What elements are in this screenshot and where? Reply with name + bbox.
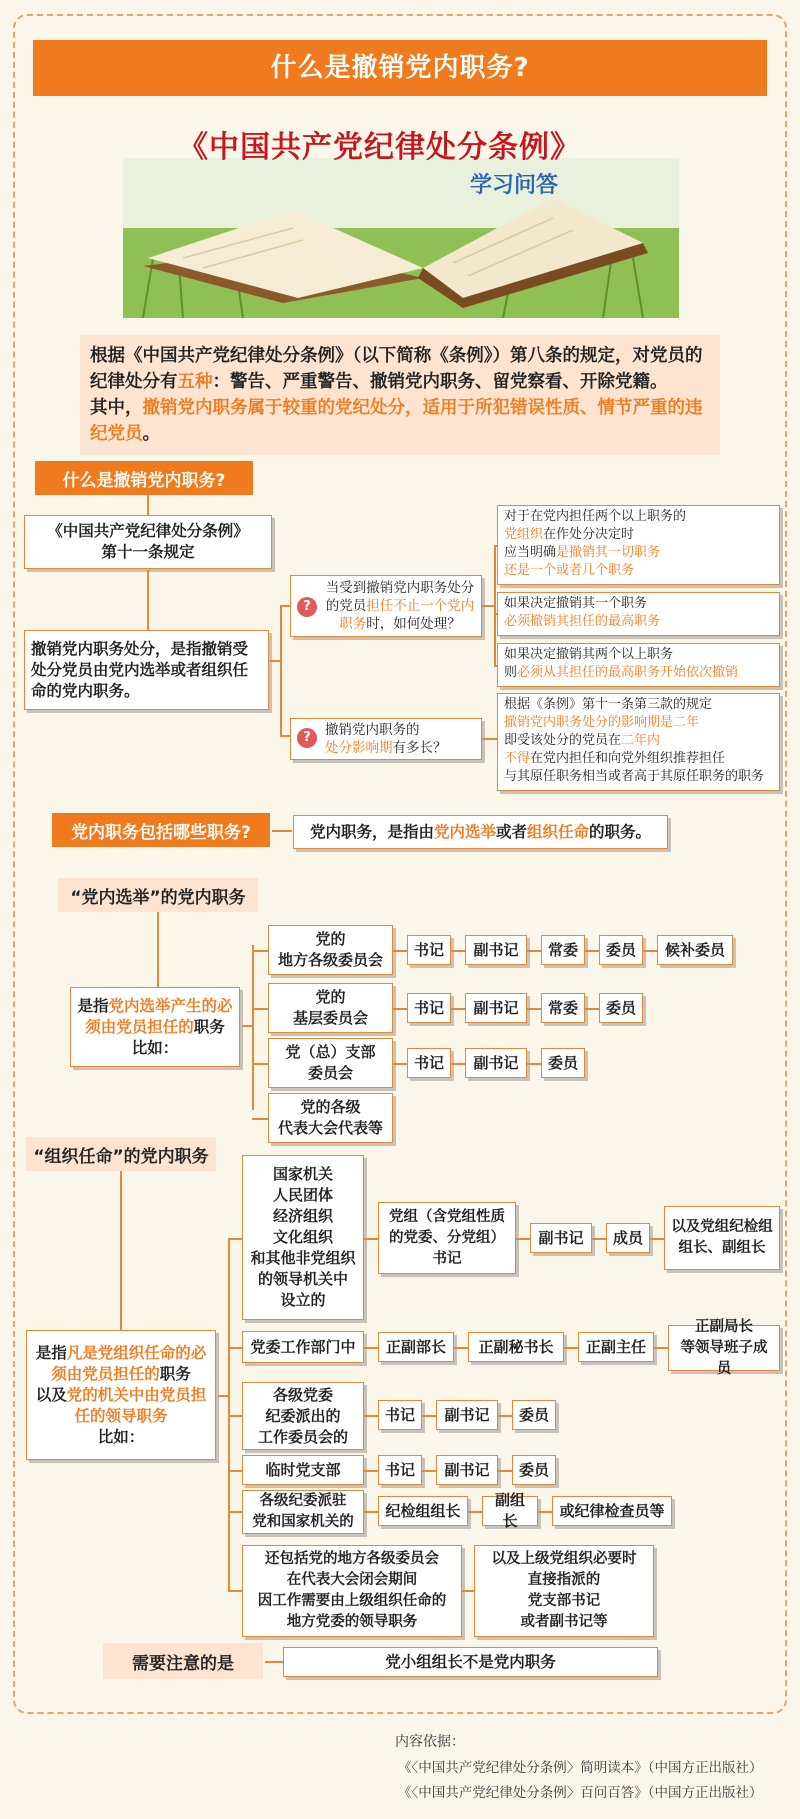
book-title: 《中国共产党纪律处分条例》	[178, 130, 581, 165]
connector	[422, 1470, 436, 1472]
desc-highlight: 党的机关中由党员担任的领导职务	[66, 1385, 207, 1425]
question-influence-period	[290, 718, 482, 760]
connector	[468, 1511, 482, 1513]
answer-highlight: 是撤销其一切职务	[556, 545, 661, 560]
election-post: 委员	[599, 935, 643, 965]
appointment-org: 临时党支部	[242, 1455, 364, 1485]
appointment-post: 以及上级党组织必要时 直接指派的 党支部书记 或者副书记等	[474, 1545, 654, 1637]
appointment-post: 副书记	[530, 1223, 592, 1253]
appointment-post: 或纪律检查员等	[552, 1496, 672, 1526]
connector	[265, 1661, 283, 1663]
connector	[218, 1395, 228, 1397]
connector	[592, 1238, 606, 1240]
desc-text: 职务	[193, 1017, 225, 1036]
connector	[228, 1415, 242, 1417]
election-post: 副书记	[465, 935, 527, 965]
question-text: 撤销党内职务的	[325, 722, 420, 738]
intro-text: 根据《中国共产党纪律处分条例》（以下简称《条例》）第八条的规定，对党员的纪律处分有	[90, 346, 703, 392]
election-post: 副书记	[465, 993, 527, 1023]
connector	[228, 1347, 242, 1349]
connector	[147, 495, 149, 515]
connector	[228, 1470, 242, 1472]
election-post: 常委	[541, 993, 585, 1023]
election-post: 副书记	[465, 1048, 527, 1078]
question-highlight: 处分影响期	[325, 740, 393, 756]
question-multiple-posts	[290, 575, 482, 637]
desc-text: 比如：	[131, 1038, 179, 1057]
connector	[228, 1511, 242, 1513]
connector	[393, 1063, 407, 1065]
answer-text: 则	[504, 665, 518, 680]
connector	[527, 1008, 541, 1010]
def-text: 党内职务，是指由	[309, 822, 434, 841]
connector	[498, 1470, 512, 1472]
open-book-image	[123, 158, 679, 318]
connector	[364, 1238, 378, 1240]
posts-definition	[293, 815, 668, 849]
answer-text: 根据《条例》第十一条第三款的规定	[504, 697, 713, 712]
appointment-org: 各级纪委派驻 党和国家机关的	[242, 1490, 364, 1534]
connector	[451, 1063, 465, 1065]
def-text: 或者	[495, 822, 527, 841]
answer-text: 如果决定撤销其一个职务	[504, 596, 648, 611]
election-post: 书记	[407, 1048, 451, 1078]
connector	[643, 950, 657, 952]
election-org: 党（总）支部 委员会	[268, 1038, 393, 1088]
def-text: 的职务。	[589, 822, 652, 841]
connector	[147, 570, 149, 630]
question-text: 时，如何处理？	[366, 616, 461, 632]
note-text: 党小组组长不是党内职务	[283, 1647, 658, 1677]
answer-highlight: 撤销党内职务处分的影响期是二年	[504, 715, 700, 730]
appointment-post: 正副局长 等领导班子成员	[668, 1325, 780, 1371]
connector	[252, 1118, 268, 1120]
desc-text: 比如：	[97, 1427, 145, 1446]
connector	[527, 950, 541, 952]
appointment-org: 还包括党的地方各级委员会 在代表大会闭会期间 因工作需要由上级组织任命的 地方党委的领导职务	[242, 1545, 462, 1637]
connector	[516, 1238, 530, 1240]
connector	[228, 1590, 242, 1592]
desc-text: 是指	[35, 1343, 67, 1362]
election-org: 党的 基层委员会	[268, 983, 393, 1033]
connector	[252, 945, 254, 1110]
appointment-post: 党组（含党组性质 的党委、分党组） 书记	[378, 1202, 516, 1274]
intro-highlight: 撤销党内职务属于较重的党纪处分，适用于所犯错误性质、情节严重的违纪党员	[90, 398, 703, 444]
section-tag-posts: 党内职务包括哪些职务?	[52, 813, 270, 847]
answer-highlight: 必须从其担任的最高职务开始依次撤销	[517, 665, 739, 680]
answer-text: 与其原任职务相当或者高于其原任职务的职务	[504, 769, 765, 784]
connector	[538, 1511, 552, 1513]
connector	[498, 1415, 512, 1417]
intro-text: 其中，	[90, 398, 143, 418]
intro-paragraph	[80, 335, 720, 455]
answer-text: 在作处分决定时	[543, 527, 635, 542]
desc-text: 职务	[159, 1364, 191, 1383]
answer-box-3	[497, 643, 780, 687]
answer-text: 在党内担任和向党外组织推荐担任	[530, 751, 726, 766]
appointment-post: 正副秘书长	[468, 1332, 564, 1362]
connector	[564, 1347, 578, 1349]
book-subtitle: 学习问答	[470, 172, 559, 198]
appointment-post: 以及党组纪检组 组长、副组长	[664, 1206, 780, 1270]
def-highlight: 党内选举	[433, 822, 496, 841]
answer-highlight: 不得	[504, 751, 531, 766]
answer-highlight: 必须撤销其担任的最高职务	[504, 614, 661, 629]
connector	[650, 1238, 664, 1240]
rule-article: 第十一条规定	[101, 543, 195, 561]
source-1: 《〈中国共产党纪律处分条例〉简明读本》（中国方正出版社）	[398, 1760, 763, 1776]
connector	[120, 1171, 122, 1331]
answer-highlight: 还是一个或者几个职务	[504, 563, 635, 578]
connector	[280, 605, 282, 735]
connector	[242, 1025, 252, 1027]
election-post: 常委	[541, 935, 585, 965]
connector	[585, 1008, 599, 1010]
desc-text: 以及	[35, 1385, 67, 1404]
appointment-description	[26, 1330, 216, 1460]
desc-text: 是指	[77, 996, 109, 1015]
appointment-post: 正副部长	[378, 1332, 454, 1362]
answer-highlight: 二年内	[621, 733, 661, 748]
connector	[585, 950, 599, 952]
connector	[364, 1347, 378, 1349]
def-highlight: 组织任命	[527, 822, 590, 841]
question-text: 当受到撤销党内职务处分的党员	[325, 580, 475, 614]
appointment-post: 成员	[606, 1223, 650, 1253]
appointment-post: 委员	[512, 1400, 556, 1430]
intro-highlight: 五种	[177, 372, 213, 392]
definition-box: 撤销党内职务处分，是指撤销受处分党员由党内选举或者组织任命的党内职务。	[24, 630, 269, 710]
connector	[252, 950, 268, 952]
connector	[482, 605, 494, 607]
desc-highlight: 凡是党组织任命的必须由党员担任的	[51, 1343, 207, 1383]
election-post: 委员	[541, 1048, 585, 1078]
election-org: 党的各级 代表大会代表等	[268, 1093, 393, 1143]
connector	[272, 830, 292, 832]
connector	[393, 950, 407, 952]
connector	[451, 1008, 465, 1010]
connector	[157, 912, 159, 997]
election-post: 委员	[599, 993, 643, 1023]
intro-text: ：警告、严重警告、撤销党内职务、留党察看、开除党籍。	[212, 372, 668, 392]
answer-box-1	[497, 505, 780, 585]
connector	[364, 1415, 378, 1417]
appointment-post: 副组长	[482, 1496, 538, 1526]
connector	[482, 738, 497, 740]
connector	[252, 1008, 268, 1010]
appointment-post: 副书记	[436, 1400, 498, 1430]
intro-text: 。	[142, 424, 160, 444]
answer-text: 对于在党内担任两个以上职务的	[504, 509, 687, 524]
connector	[364, 1511, 378, 1513]
connector	[454, 1347, 468, 1349]
appointment-post: 正副主任	[578, 1332, 654, 1362]
connector	[462, 1590, 474, 1592]
connector	[270, 660, 280, 662]
answer-box-2	[497, 592, 780, 636]
connector	[364, 1470, 378, 1472]
page-title: 什么是撤销党内职务?	[33, 40, 767, 96]
appointment-post: 纪检组组长	[378, 1496, 468, 1526]
desc-highlight: 党内选举产生的必须由党员担任的	[85, 996, 233, 1036]
question-icon: ?	[297, 728, 317, 748]
election-org: 党的 地方各级委员会	[268, 925, 393, 975]
connector	[527, 1063, 541, 1065]
appointment-post: 书记	[378, 1400, 422, 1430]
note-tag: 需要注意的是	[103, 1643, 263, 1679]
connector	[228, 1238, 242, 1240]
question-icon: ?	[297, 597, 317, 617]
answer-text: 应当明确	[504, 545, 557, 560]
election-post: 书记	[407, 935, 451, 965]
appointment-post: 副书记	[436, 1455, 498, 1485]
connector	[393, 1008, 407, 1010]
answer-text: 即受该处分的党员在	[504, 733, 622, 748]
connector	[654, 1347, 668, 1349]
appointment-post: 委员	[512, 1455, 556, 1485]
rule-box	[24, 515, 272, 569]
question-text: 有多长？	[392, 740, 447, 756]
appointment-org: 国家机关 人民团体 经济组织 文化组织 和其他非党组织 的领导机关中 设立的	[242, 1155, 364, 1320]
connector	[228, 1238, 230, 1590]
answer-text: 如果决定撤销其两个以上职务	[504, 647, 674, 662]
election-post: 书记	[407, 993, 451, 1023]
connector	[252, 1063, 268, 1065]
question-highlight: 担任不止一个党内职务	[339, 598, 475, 632]
election-post: 候补委员	[657, 935, 733, 965]
appointment-tag: “组织任命”的党内职务	[26, 1137, 216, 1171]
source-2: 《〈中国共产党纪律处分条例〉百问百答》（中国方正出版社）	[398, 1785, 763, 1801]
appointment-post: 书记	[378, 1455, 422, 1485]
election-tag: “党内选举”的党内职务	[58, 878, 258, 912]
rule-title: 《中国共产党纪律处分条例》	[47, 522, 249, 540]
section-tag-what-is: 什么是撤销党内职务?	[35, 461, 253, 495]
connector	[422, 1415, 436, 1417]
answer-box-4	[497, 693, 780, 791]
appointment-org: 党委工作部门中	[242, 1331, 364, 1363]
election-description	[70, 987, 240, 1067]
answer-highlight: 党组织	[504, 527, 544, 542]
connector	[494, 545, 496, 665]
appointment-org: 各级党委 纪委派出的 工作委员会的	[242, 1382, 364, 1450]
sources-label: 内容依据：	[395, 1734, 465, 1750]
connector	[451, 950, 465, 952]
